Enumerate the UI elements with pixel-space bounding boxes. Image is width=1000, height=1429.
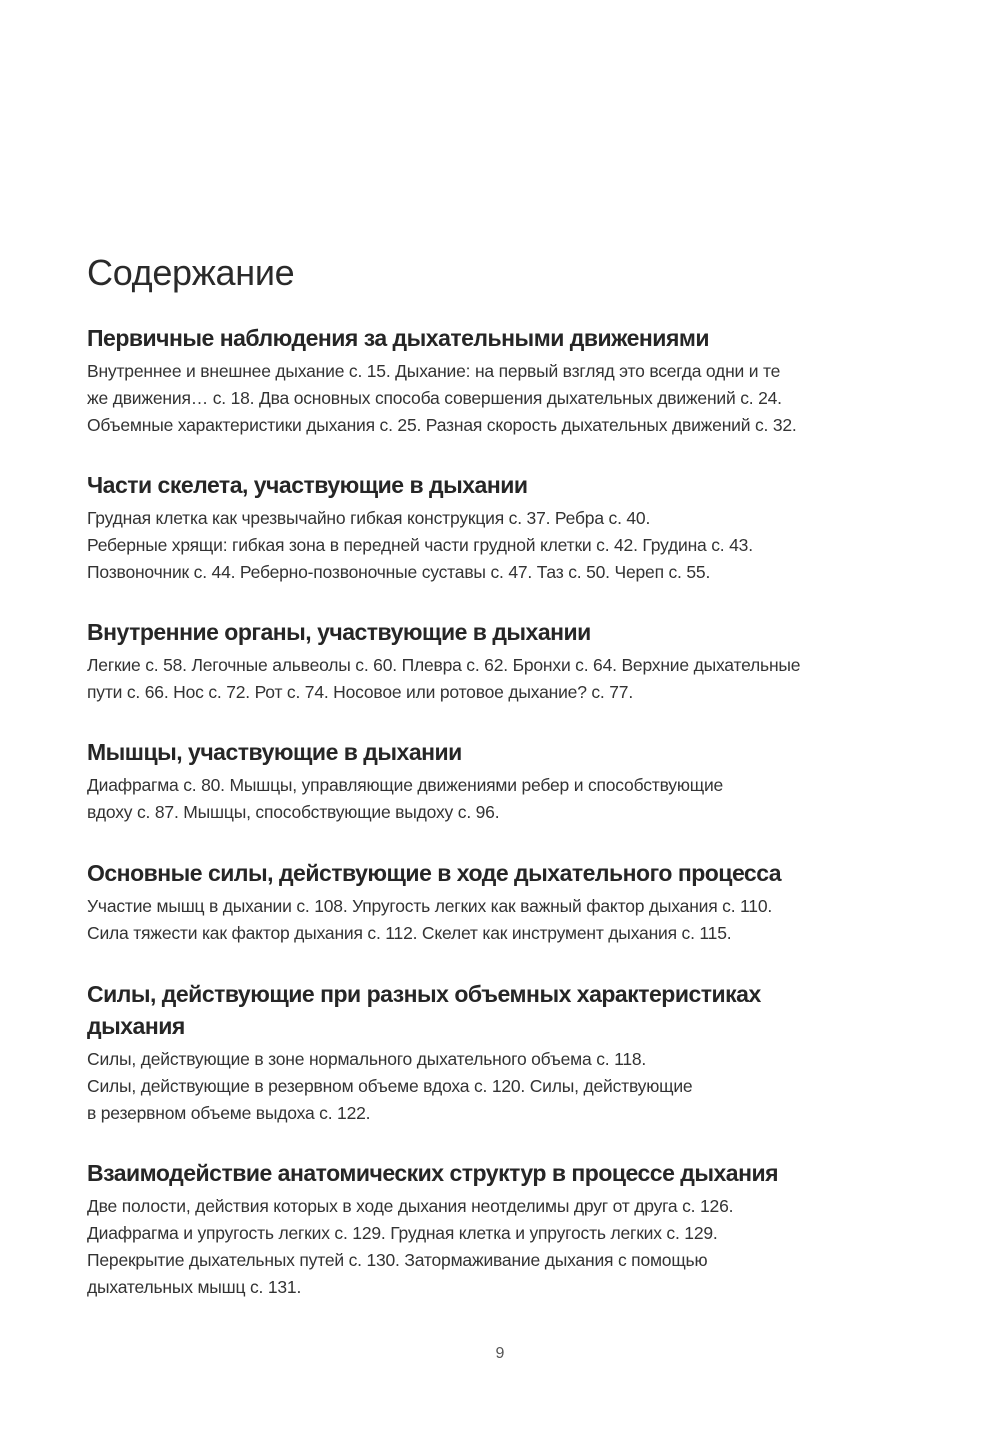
toc-section: [87, 1157, 917, 1301]
entry-line: Диафрагма и упругость легких с. 129. Грудная клетка и упругость легких с. 129.: [87, 1223, 718, 1243]
page-title: Содержание: [87, 252, 295, 293]
section-heading-line: Внутренние органы, участвующие в дыхании: [87, 619, 591, 645]
entry-line: вдоху с. 87. Мышцы, способствующие выдоху с. 96.: [87, 802, 500, 822]
entry-line: дыхательных мышц с. 131.: [87, 1277, 302, 1297]
section-heading-line: Взаимодействие анатомических структур в процессе дыхания: [87, 1160, 779, 1186]
section-entries: [87, 505, 917, 586]
section-heading: [87, 1157, 917, 1189]
entry-line: же движения… с. 18. Два основных способа совершения дыхательных движений с. 24.: [87, 388, 782, 408]
section-heading: [87, 616, 917, 648]
section-heading-line: Силы, действующие при разных объемных характеристиках: [87, 981, 761, 1007]
toc-section: [87, 978, 917, 1127]
entry-line: Позвоночник с. 44. Реберно-позвоночные суставы с. 47. Таз с. 50. Череп с. 55.: [87, 562, 711, 582]
section-heading-line: Мышцы, участвующие в дыхании: [87, 739, 462, 765]
toc-section: [87, 322, 917, 439]
section-heading-line: Части скелета, участвующие в дыхании: [87, 472, 528, 498]
section-entries: [87, 1193, 917, 1301]
entry-line: Перекрытие дыхательных путей с. 130. Затормаживание дыхания с помощью: [87, 1250, 708, 1270]
entry-line: Силы, действующие в зоне нормального дыхательного объема с. 118.: [87, 1049, 647, 1069]
section-entries: [87, 1046, 917, 1127]
toc-section: [87, 469, 917, 586]
toc-section: [87, 616, 917, 706]
entry-line: Сила тяжести как фактор дыхания с. 112. Скелет как инструмент дыхания с. 115.: [87, 923, 732, 943]
entry-line: пути с. 66. Нос с. 72. Рот с. 74. Носовое или ротовое дыхание? с. 77.: [87, 682, 633, 702]
toc-section: [87, 736, 917, 826]
section-heading: [87, 322, 917, 354]
entry-line: Легкие с. 58. Легочные альвеолы с. 60. Плевра с. 62. Бронхи с. 64. Верхние дыхательные: [87, 655, 801, 675]
entry-line: в резервном объеме выдоха с. 122.: [87, 1103, 371, 1123]
entry-line: Диафрагма с. 80. Мышцы, управляющие движениями ребер и способствующие: [87, 775, 724, 795]
section-heading-line: Основные силы, действующие в ходе дыхательного процесса: [87, 860, 782, 886]
section-heading: [87, 857, 917, 889]
section-entries: [87, 358, 917, 439]
section-heading: [87, 736, 917, 768]
entry-line: Внутреннее и внешнее дыхание с. 15. Дыхание: на первый взгляд это всегда одни и те: [87, 361, 781, 381]
section-entries: [87, 893, 917, 947]
section-entries: [87, 652, 917, 706]
section-heading: [87, 469, 917, 501]
section-heading-line: дыхания: [87, 1013, 185, 1039]
entry-line: Силы, действующие в резервном объеме вдоха с. 120. Силы, действующие: [87, 1076, 693, 1096]
toc-section: [87, 857, 917, 947]
page-number: 9: [495, 1345, 505, 1362]
entry-line: Объемные характеристики дыхания с. 25. Разная скорость дыхательных движений с. 32.: [87, 415, 797, 435]
section-heading-line: Первичные наблюдения за дыхательными движениями: [87, 325, 710, 351]
entry-line: Грудная клетка как чрезвычайно гибкая конструкция с. 37. Ребра с. 40.: [87, 508, 651, 528]
section-heading: [87, 978, 917, 1042]
section-entries: [87, 772, 917, 826]
entry-line: Участие мышц в дыхании с. 108. Упругость легких как важный фактор дыхания с. 110.: [87, 896, 773, 916]
entry-line: Две полости, действия которых в ходе дыхания неотделимы друг от друга с. 126.: [87, 1196, 734, 1216]
entry-line: Реберные хрящи: гибкая зона в передней части грудной клетки с. 42. Грудина с. 43.: [87, 535, 753, 555]
